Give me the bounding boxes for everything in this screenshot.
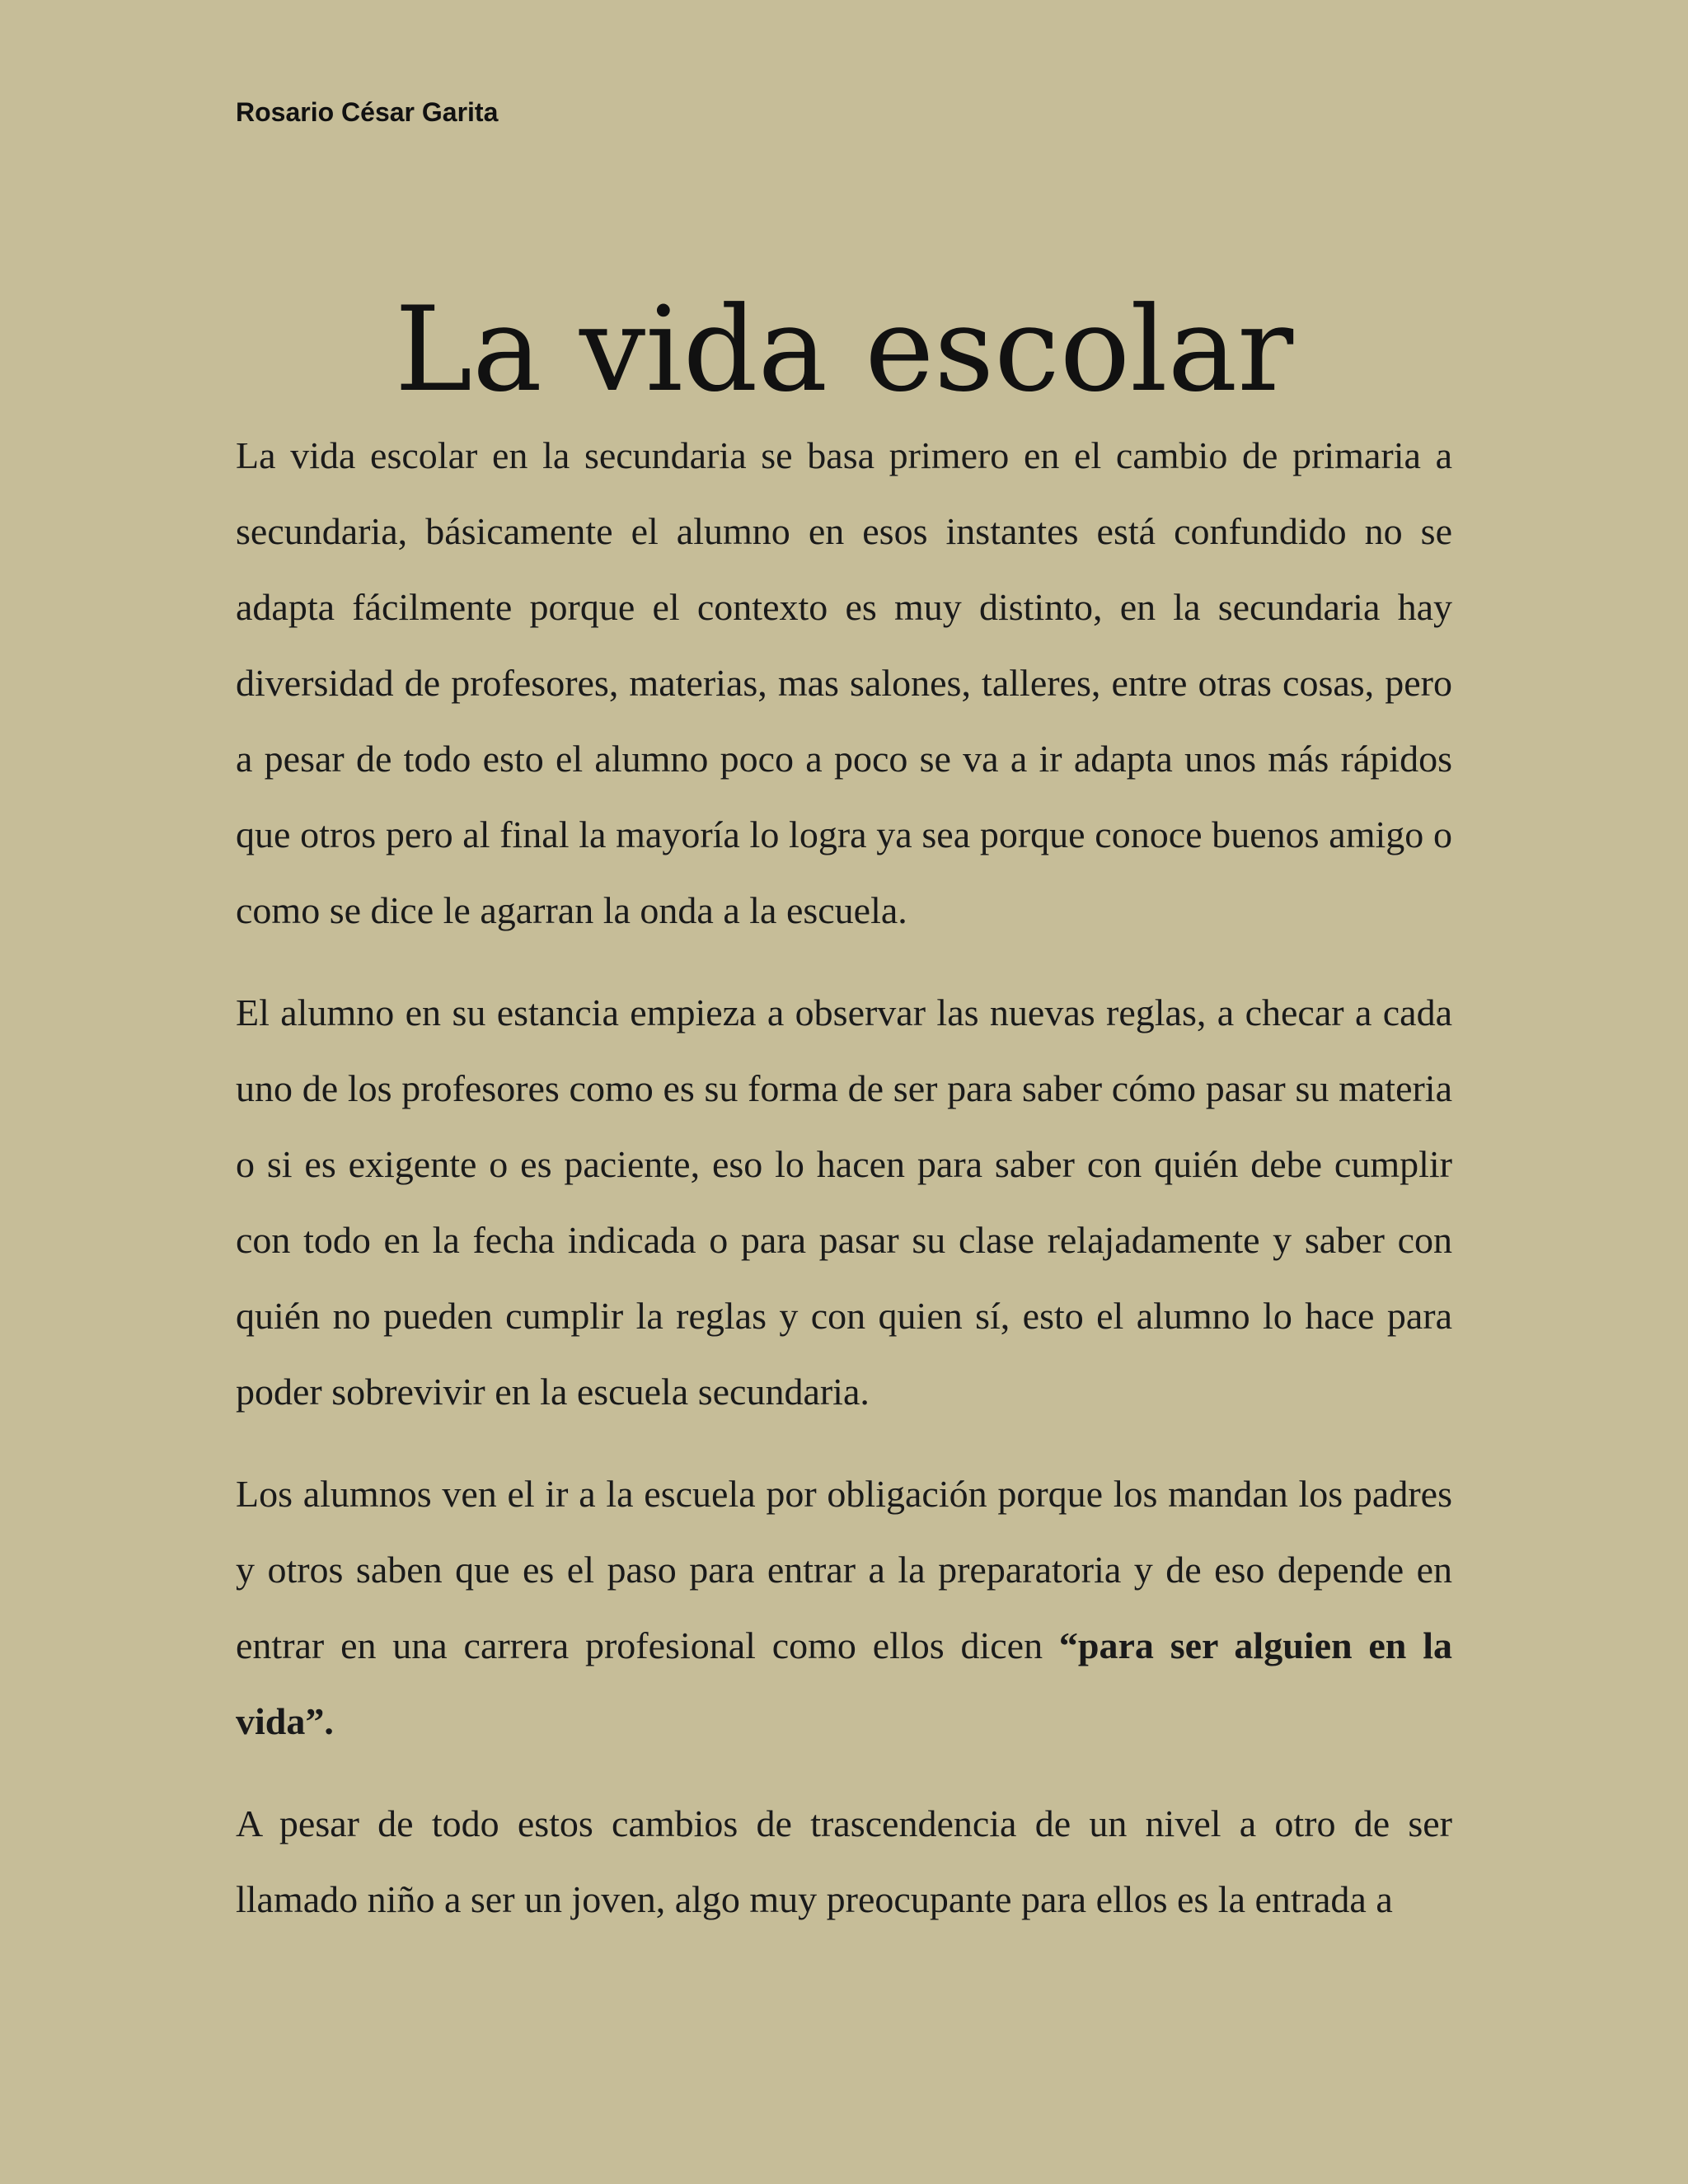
paragraph-2: El alumno en su estancia empieza a observar las nuevas reglas, a checar a cada uno de los profesores como es su forma de ser para saber cómo pasar su materia o si es exigente o es paciente, eso lo hacen para saber con quién debe cumplir con todo en la fecha indicada o para pasar su clase relajadamente y saber con quién no pueden cumplir la reglas y con quien sí, esto el alumno lo hace para poder sobrevivir en la escuela secundaria. bbox=[236, 991, 1452, 1413]
paragraph-3-text: Los alumnos ven el ir a la escuela por obligación porque los mandan los padres y otros saben que es el paso para entrar a la preparatoria y de eso depende en entrar en una carrera profesional como ellos dicen bbox=[236, 1473, 1452, 1666]
body-text bbox=[236, 418, 1452, 1964]
paragraph-4: A pesar de todo estos cambios de trascendencia de un nivel a otro de ser llamado niño a ser un joven, algo muy preocupante para ellos es la entrada a bbox=[236, 1802, 1452, 1920]
page-title: La vida escolar bbox=[394, 282, 1294, 419]
author-name: Rosario César Garita bbox=[236, 97, 499, 127]
paragraph-1: La vida escolar en la secundaria se basa primero en el cambio de primaria a secundaria, básicamente el alumno en esos instantes está confundido no se adapta fácilmente porque el contexto es muy distinto, en la secundaria hay diversidad de profesores, materias, mas salones, talleres, entre otras cosas, pero a pesar de todo esto el alumno poco a poco se va a ir adapta unos más rápidos que otros pero al final la mayoría lo logra ya sea porque conoce buenos amigo o como se dice le agarran la onda a la escuela. bbox=[236, 434, 1452, 931]
emphasized-quote: “para ser alguien en la vida”. bbox=[236, 1624, 1452, 1742]
paragraph-3 bbox=[236, 1456, 1452, 1760]
